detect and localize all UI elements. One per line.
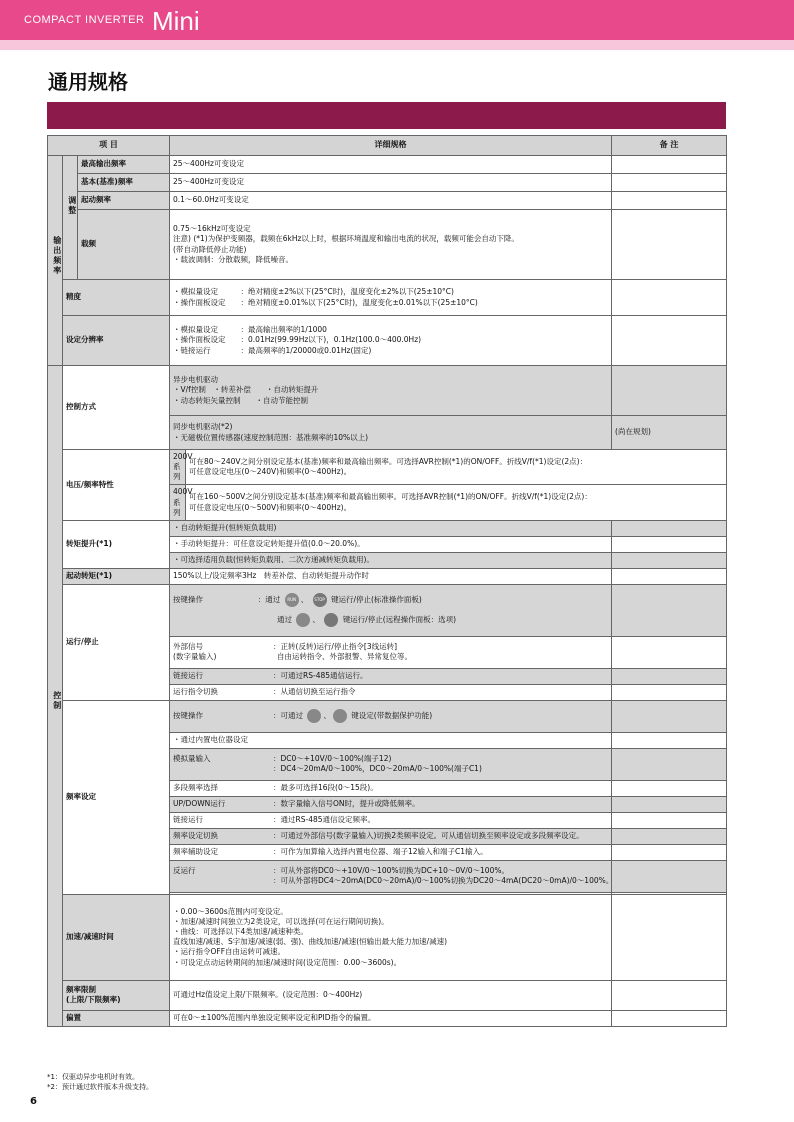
sub-label: 400V系列: [170, 485, 186, 520]
row-value: 多段频率选择 ：最多可选择16段(0～15段)。: [170, 780, 612, 796]
out-freq-label: 输出频率: [48, 156, 63, 366]
row-value: 25～400Hz可变设定: [170, 174, 612, 192]
row-value: 0.1～60.0Hz可变设定: [170, 192, 612, 210]
run-key-icon: [296, 613, 310, 627]
top-strip: [0, 40, 794, 50]
row-value: 可在80～240V之间分别设定基本(基准)频率和最高输出频率。可选择AVR控制(*1)的ON/OFF。折线V/f(*1)设定(2点)： 可任意设定电压(0～240V)和频率(0～400Hz)。: [186, 450, 727, 485]
row-label: 频率设定: [63, 700, 170, 894]
row-label: 载频: [78, 210, 170, 280]
row-value: ・0.00～3600s范围内可变设定。 ・加速/减速时间独立为2类设定，可以选择(可在运行期间切换)。 ・曲线：可选择以下4类加速/减速种类。 直线加速/减速、S字加速/减速(弱、强)、曲线加速/减速(恒输出最大能力加速/减速) ・运行指令OFF自由运转可减速。 ・可设定点动运转期间的加速/减速时间(设定范围：0.00～3600s)。: [170, 894, 612, 980]
row-label: 起动频率: [78, 192, 170, 210]
row-label: 基本(基准)频率: [78, 174, 170, 192]
row-value: 按键操作 ：通过 RUN 、 STOP 键运行/停止(标准操作面板) 通过 、 键运行/停止(远程操作面板：选项): [170, 584, 612, 636]
down-key-icon: [333, 709, 347, 723]
table-row: [48, 894, 727, 980]
row-value: UP/DOWN运行 ：数字量输入信号ON时，提升或降低频率。: [170, 796, 612, 812]
table-row: [48, 520, 727, 536]
page-number: 6: [30, 1096, 37, 1107]
row-value: ・模拟量设定 ：绝对精度±2%以下(25°C时)，温度变化±2%以下(25±10°C) ・操作面板设定 ：绝对精度±0.01%以下(25°C时)，温度变化±0.01%以下(25±10°C): [170, 280, 612, 316]
row-label: 最高输出频率: [78, 156, 170, 174]
table-row: [48, 568, 727, 584]
row-value: 反运行 ：可从外部将DC0～+10V/0～100%切换为DC+10～0V/0～100%。 ：可从外部将DC4～20mA(DC0～20mA)/0～100%切换为DC20～4mA(DC20～0mA)/0～100%。: [170, 860, 612, 892]
row-value: 150%以上/设定频率3Hz 转差补偿、自动转矩提升动作时: [170, 568, 612, 584]
table-header: [48, 136, 727, 156]
table-row: [48, 156, 727, 174]
row-value: ・模拟量设定 ：最高输出频率的1/1000 ・操作面板设定 ：0.01Hz(99.99Hz以下)，0.1Hz(100.0～400.0Hz) ・链接运行 ：最高频率的1/20000或0.01Hz(固定): [170, 316, 612, 366]
table-row: [48, 280, 727, 316]
row-value: 25～400Hz可变设定: [170, 156, 612, 174]
row-value: 异步电机驱动 ・V/f控制 ・转差补偿 ・自动转矩提升 ・动态转矩矢量控制 ・自动节能控制: [170, 366, 612, 416]
table-row: [48, 450, 727, 485]
row-note: (尚在规划): [612, 416, 727, 450]
top-banner: [0, 0, 794, 40]
table-row: [48, 980, 727, 1010]
row-label: 转矩提升(*1): [63, 520, 170, 568]
table-row: [48, 192, 727, 210]
header-note: 备 注: [612, 136, 727, 156]
table-row: [48, 210, 727, 280]
table-row: [48, 366, 727, 416]
header-item: 项 目: [48, 136, 170, 156]
row-label: 控制方式: [63, 366, 170, 450]
footnote-2: *2：预计通过软件版本升级支持。: [47, 1083, 153, 1091]
row-label: 频率限制 (上限/下限频率): [63, 980, 170, 1010]
stop-key-icon: STOP: [313, 593, 327, 607]
row-label: 运行/停止: [63, 584, 170, 700]
row-value: 运行指令切换 ：从通信切换至运行指令: [170, 684, 612, 700]
stop-key-icon: [324, 613, 338, 627]
table-row: [48, 174, 727, 192]
row-value: 链接运行 ：可通过RS-485通信运行。: [170, 668, 612, 684]
row-value: 外部信号 ：正转(反转)运行/停止指令[3线运转] (数字量输入) 自由运转指令、外部报警、异常复位等。: [170, 636, 612, 668]
row-value: ・自动转矩提升(恒转矩负载用): [170, 520, 612, 536]
adjust-label: 调整: [63, 156, 78, 280]
spec-table: [47, 135, 727, 1027]
up-key-icon: [307, 709, 321, 723]
row-value: 0.75～16kHz可变设定 注意) (*1)为保护变频器，载频在6kHz以上时，根据环境温度和输出电流的状况，载频可能会自动下降。 (带自动降低停止功能) ・载波调制：分散载频，降低噪音。: [170, 210, 612, 280]
row-label: 起动转矩(*1): [63, 568, 170, 584]
row-value: 频率辅助设定 ：可作为加算输入选择内置电位器、端子12输入和端子C1输入。: [170, 844, 612, 860]
row-value: 按键操作 ：可通过 、 键设定(带数据保护功能): [170, 700, 612, 732]
row-value: 链接运行 ：通过RS-485通信设定频率。: [170, 812, 612, 828]
row-value: 频率设定切换 ：可通过外部信号(数字量输入)切换2类频率设定。可从通信切换至频率设定或多段频率设定。: [170, 828, 612, 844]
row-value: ・可选择适用负载(恒转矩负载用、二次方递减转矩负载用)。: [170, 552, 612, 568]
run-key-icon: RUN: [285, 593, 299, 607]
row-value: ・手动转矩提升：可任意设定转矩提升值(0.0～20.0%)。: [170, 536, 612, 552]
row-value: 可在160～500V之间分别设定基本(基准)频率和最高输出频率。可选择AVR控制(*1)的ON/OFF。折线V/f(*1)设定(2点)： 可任意设定电压(0～500V)和频率(0～400Hz)。: [186, 485, 727, 520]
row-label: 偏置: [63, 1010, 170, 1026]
sub-label: 200V系列: [170, 450, 186, 485]
row-label: 加速/减速时间: [63, 894, 170, 980]
table-row: [48, 1010, 727, 1026]
ctrl-label: 控制: [48, 366, 63, 1027]
row-label: 设定分辨率: [63, 316, 170, 366]
page-title: 通用规格: [48, 70, 128, 94]
row-value: 模拟量输入 ：DC0～+10V/0～100%(端子12) ：DC4～20mA/0～100%，DC0～20mA/0～100%(端子C1): [170, 748, 612, 780]
footnote-1: *1：仅驱动异步电机时有效。: [47, 1073, 139, 1081]
row-value: ・通过内置电位器设定: [170, 732, 612, 748]
table-row: [48, 316, 727, 366]
brand-mini: Mini: [152, 6, 200, 36]
table-row: [48, 584, 727, 636]
brand-label: COMPACT INVERTER: [24, 14, 145, 26]
table-row: [48, 700, 727, 732]
header-detail: 详细规格: [170, 136, 612, 156]
row-value: 可在0～±100%范围内单独设定频率设定和PID指令的偏置。: [170, 1010, 612, 1026]
row-label: 电压/频率特性: [63, 450, 170, 521]
row-value: 可通过Hz值设定上限/下限频率。(设定范围：0～400Hz): [170, 980, 612, 1010]
section-band: [47, 102, 726, 129]
row-label: 精度: [63, 280, 170, 316]
row-value: 同步电机驱动(*2) ・无磁极位置传感器(速度控制范围：基准频率的10%以上): [170, 416, 612, 450]
